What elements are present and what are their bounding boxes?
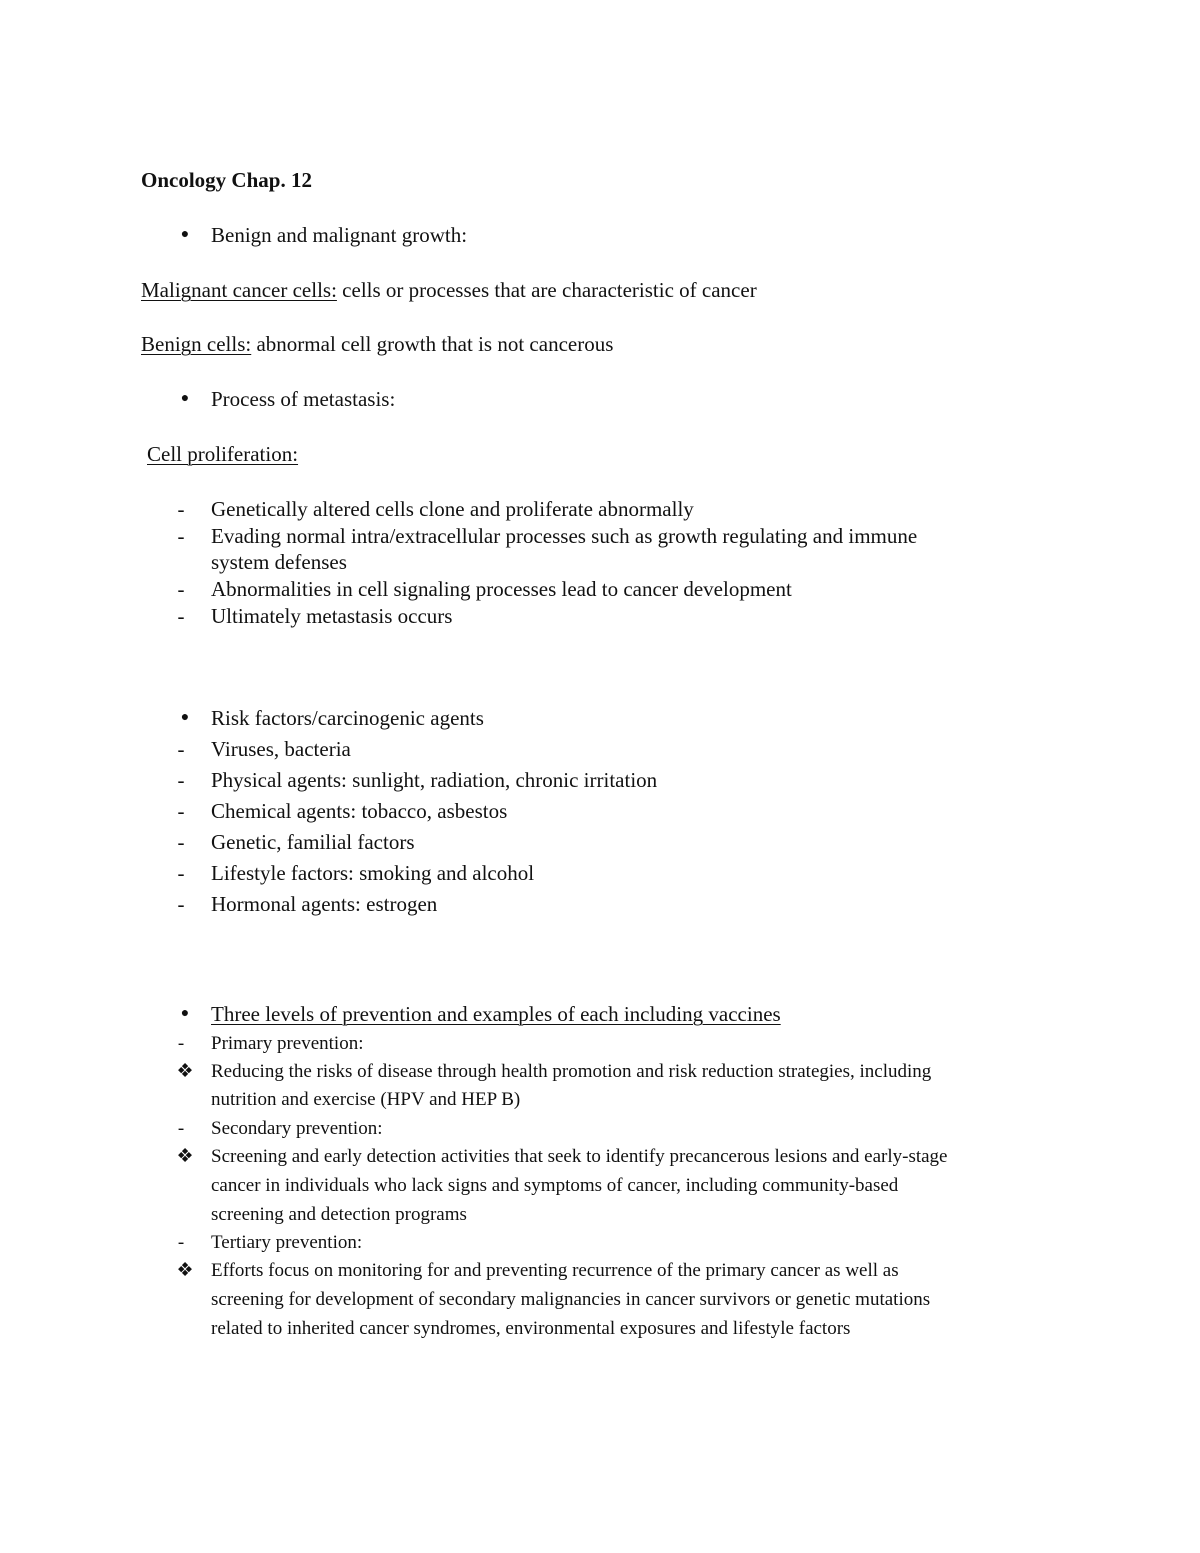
dash-marker: - [177, 768, 185, 792]
dash-marker: - [177, 524, 185, 548]
malignant-term: Malignant cancer cells: [141, 278, 337, 302]
tertiary-prevention-text: Efforts focus on monitoring for and preventing recurrence of the primary cancer as well as [211, 1260, 899, 1281]
tertiary-prevention-label: Tertiary prevention: [211, 1232, 363, 1253]
prevention-heading: Three levels of prevention and examples of each including vaccines [211, 1002, 781, 1026]
dash-marker: - [177, 830, 185, 854]
page-title: Oncology Chap. 12 [141, 168, 312, 192]
list-item: Evading normal intra/extracellular processes such as growth regulating and immune [211, 524, 918, 548]
list-item: Genetically altered cells clone and proliferate abnormally [211, 497, 694, 521]
bullet-marker: ● [180, 1006, 190, 1021]
primary-prevention-text: Reducing the risks of disease through health promotion and risk reduction strategies, including [211, 1061, 932, 1082]
malignant-definition [141, 277, 757, 303]
list-item-continuation: system defenses [211, 550, 347, 574]
dash-marker: - [177, 892, 185, 916]
dash-marker: - [177, 577, 185, 601]
malignant-def-text: cells or processes that are characteristic of cancer [336, 278, 757, 302]
metastasis-heading: Process of metastasis: [211, 387, 396, 411]
dash-marker: - [177, 737, 185, 761]
primary-prevention-label: Primary prevention: [211, 1033, 364, 1054]
secondary-prevention-text: cancer in individuals who lack signs and symptoms of cancer, including community-based [211, 1175, 899, 1196]
secondary-prevention-text: Screening and early detection activities that seek to identify precancerous lesions and early-stage [211, 1146, 948, 1167]
primary-prevention-text: nutrition and exercise (HPV and HEP B) [211, 1089, 521, 1110]
list-item: Ultimately metastasis occurs [211, 604, 453, 628]
benign-malignant-heading: Benign and malignant growth: [211, 223, 468, 247]
diamond-marker: ❖ [176, 1146, 194, 1167]
bullet-marker: ● [180, 710, 190, 725]
bullet-marker: ● [180, 227, 190, 242]
risk-factors-heading: Risk factors/carcinogenic agents [211, 706, 484, 730]
list-item: Lifestyle factors: smoking and alcohol [211, 861, 535, 885]
dash-marker: - [177, 1232, 185, 1253]
list-item: Abnormalities in cell signaling processes lead to cancer development [211, 577, 792, 601]
dash-marker: - [177, 604, 185, 628]
dash-marker: - [177, 1118, 185, 1139]
bullet-marker: ● [180, 391, 190, 406]
list-item: Viruses, bacteria [211, 737, 351, 761]
secondary-prevention-text: screening and detection programs [211, 1204, 467, 1225]
dash-marker: - [177, 497, 185, 521]
dash-marker: - [177, 799, 185, 823]
cell-proliferation-subheading: Cell proliferation: [147, 442, 299, 466]
list-item: Physical agents: sunlight, radiation, chronic irritation [211, 768, 658, 792]
tertiary-prevention-text: screening for development of secondary malignancies in cancer survivors or genetic mutations [211, 1289, 931, 1310]
diamond-marker: ❖ [176, 1061, 194, 1082]
benign-definition [141, 331, 613, 357]
list-item: Genetic, familial factors [211, 830, 415, 854]
list-item: Chemical agents: tobacco, asbestos [211, 799, 508, 823]
tertiary-prevention-text: related to inherited cancer syndromes, environmental exposures and lifestyle factors [211, 1318, 851, 1339]
benign-term: Benign cells: [141, 332, 252, 356]
diamond-marker: ❖ [176, 1260, 194, 1281]
benign-def-text: abnormal cell growth that is not cancerous [251, 332, 614, 356]
secondary-prevention-label: Secondary prevention: [211, 1118, 383, 1139]
list-item: Hormonal agents: estrogen [211, 892, 438, 916]
dash-marker: - [177, 861, 185, 885]
dash-marker: - [177, 1033, 185, 1054]
